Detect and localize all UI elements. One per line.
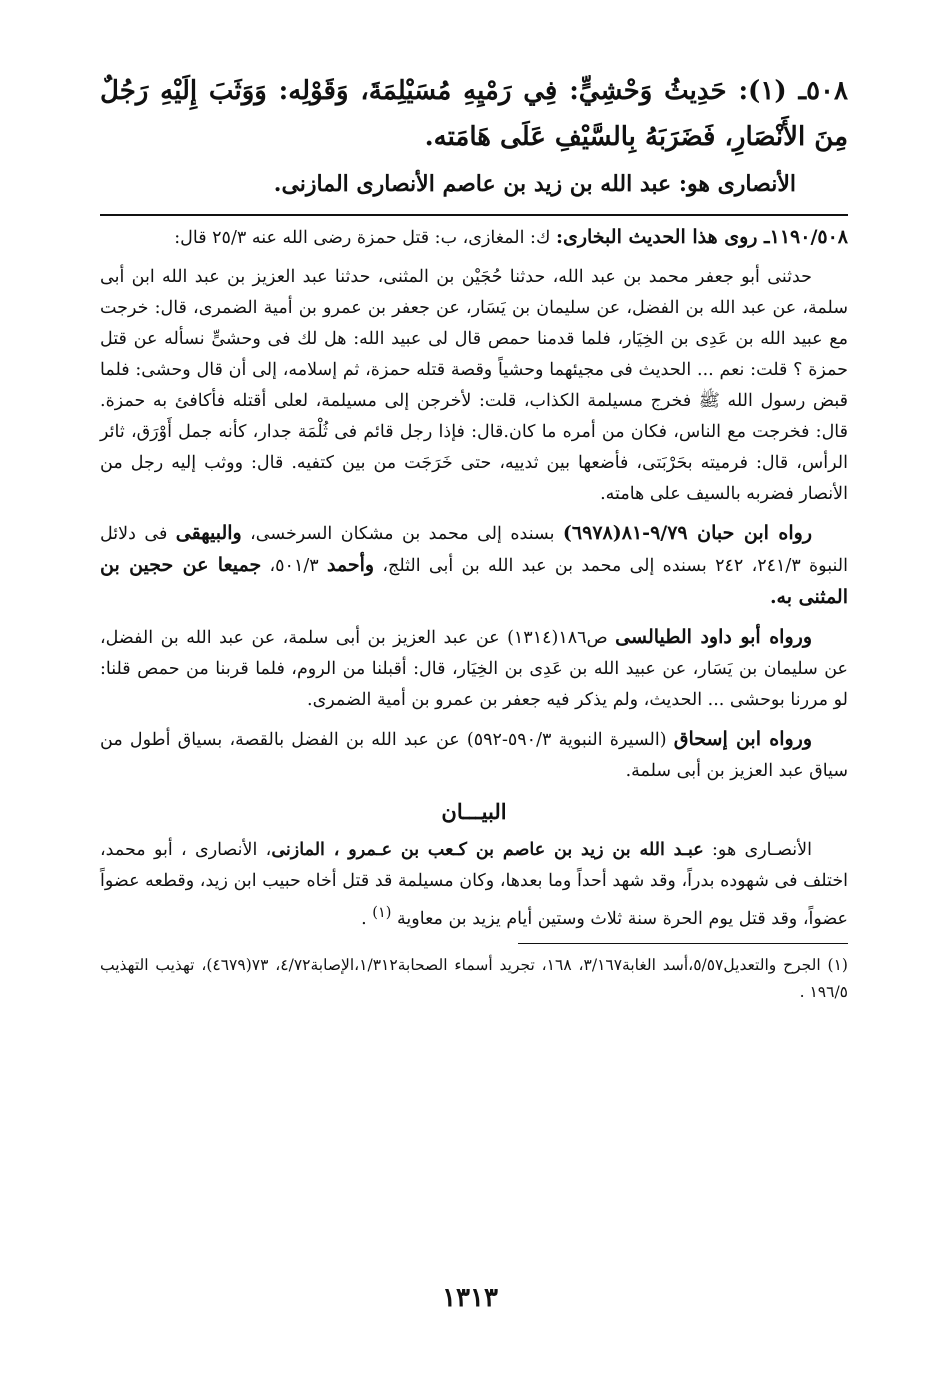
heading-note: الأنصارى هو: عبد الله بن زيد بن عاصم الأنصارى المازنى. <box>273 171 796 197</box>
bayan-title: البيـــان <box>441 799 507 824</box>
bayan-name: عبـد الله بن زيد بن عاصم بن كـعب بن عـمرو ، المازنى <box>271 840 704 860</box>
ibn-hibban-closing: جميعا عن حجين بن المثنى به. <box>100 554 848 608</box>
page-content <box>100 68 848 1006</box>
ahmad-label: وأحمد <box>326 554 375 576</box>
ibn-hibban-part3: ٥٠١/٣، <box>261 556 327 576</box>
bayan-intro: الأنصـارى هو: <box>703 840 812 860</box>
footnote: (١) الجرح والتعديل٥/٥٧،أسد الغابة٣/١٦٧، ١٦٨، تجريد أسماء الصحابة١/٣١٢،الإصابة٤/٧٢، ٧٣(٤٦٧٩)، تهذيب التهذيب ١٩٦/٥ . <box>100 955 848 1001</box>
hadith-heading: ٥٠٨ـ (١): حَدِيثُ وَحْشِيٍّ: فِي رَمْيِهِ مُسَيْلِمَةَ، وَقَوْلِه: وَوَثَبَ إِلَيْهِ رَجُلٌ مِنَ الأَنْصَارِ، فَضَرَبَهُ بِالسَّيْفِ عَلَى هَامَته. <box>100 76 848 152</box>
tayalisi-lead: ورواه أبو داود الطيالسى <box>615 626 812 648</box>
page-number: ١٣١٣ <box>442 1283 498 1313</box>
ibn-hibban-part2: فى دلائل النبوة ٢٤١/٣، ٢٤٢ بسنده إلى محمد بن عبد الله بن أبى الثلج، <box>100 524 848 576</box>
ibn-hibban-part1: بسنده إلى محمد بن مشكان السرخسى، <box>241 524 563 544</box>
footnote-divider <box>518 943 848 944</box>
bayan-paragraph <box>100 835 848 935</box>
bukhari-text: حدثنى أبو جعفر محمد بن عبد الله، حدثنا حُجَيْن بن المثنى، حدثنا عبد العزيز بن عبد الله ابن أبى سلمة، عن عبد الله بن الفضل، عن سليمان بن يَسَار، عن جعفر بن عمرو بن أمية الضمرى، قال: خرجت مع عبيد الله بن عَدِى بن الخِيَار، فلما قدمنا حمص قال لى عبيد الله: هل لك فى وحشىٍّ نسأله عن قتل حمزة ؟ قلت: نعم ... الحديث فى مجيئهما وحشياً وقصة قتله حمزة، ثم إسلامه، إلى أن قال وحشى: فلما قبض رسول الله ﷺ فخرج مسيلمة الكذاب، قلت: لأخرجن إلى مسيلمة، لعلى أقتله فأكافئ به حمزة. قال: فخرجت مع الناس، فكان من أمره ما كان.قال: فإذا رجل قائم فى ثُلْمَة جدار، كأنه جمل أَوْرَق، ثائر الرأس، قال: فرميته بحَرْبَتى، فأضعها بين ثدييه، حتى خَرَجَت من بين كتفيه. قال: ووثب إليه رجل من الأنصار فضربه بالسيف على هامته. <box>100 267 848 504</box>
bayhaqi-label: والبيهقى <box>175 522 242 544</box>
takhrij-header <box>100 222 848 254</box>
ibn-hibban-lead: رواه ابن حبان ٩/٧٩-٨١(٦٩٧٨) <box>562 522 812 544</box>
ibn-hibban-paragraph <box>100 518 848 614</box>
tayalisi-body: ص١٨٦(١٣١٤) عن عبد العزيز بن أبى سلمة، عن عبد الله بن الفضل، عن سليمان بن يَسَار، عن عبيد الله بن عَدِى بن الخِيَار، قال: أقبلنا من الروم، فلما قربنا من حمص قلنا: لو مررنا بوحشى ... الحديث، ولم يذكر فيه جعفر بن عمرو بن أمية الضمرى. <box>100 628 848 710</box>
footnote-marker: (١) <box>372 904 392 921</box>
ibn-ishaq-lead: ورواه ابن إسحاق <box>673 728 812 750</box>
ibn-ishaq-body: (السيرة النبوية ٥٩٠/٣-٥٩٢) عن عبد الله بن الفضل بالقصة، بسياق أطول من سياق عبد العزيز بن أبى سلمة. <box>100 730 848 781</box>
takhrij-lead: ١١٩٠/٥٠٨ـ روى هذا الحديث البخارى: <box>555 226 848 248</box>
takhrij-ref: ك: المغازى، ب: قتل حمزة رضى الله عنه ٢٥/٣ قال: <box>174 228 556 248</box>
section-divider <box>100 214 848 216</box>
bayan-body: ، الأنصارى ، أبو محمد، اختلف فى شهوده بدراً، وقد شهد أحداً وما بعدها، وكان مسيلمة قد قتل أخاه حبيب ابن زيد، وقطعه عضواً عضواً، وقد قتل يوم الحرة سنة ثلاث وستين أيام يزيد بن معاوية <box>100 840 848 929</box>
tayalisi-paragraph <box>100 622 848 716</box>
ibn-ishaq-paragraph <box>100 724 848 787</box>
bayan-end: . <box>361 908 373 929</box>
